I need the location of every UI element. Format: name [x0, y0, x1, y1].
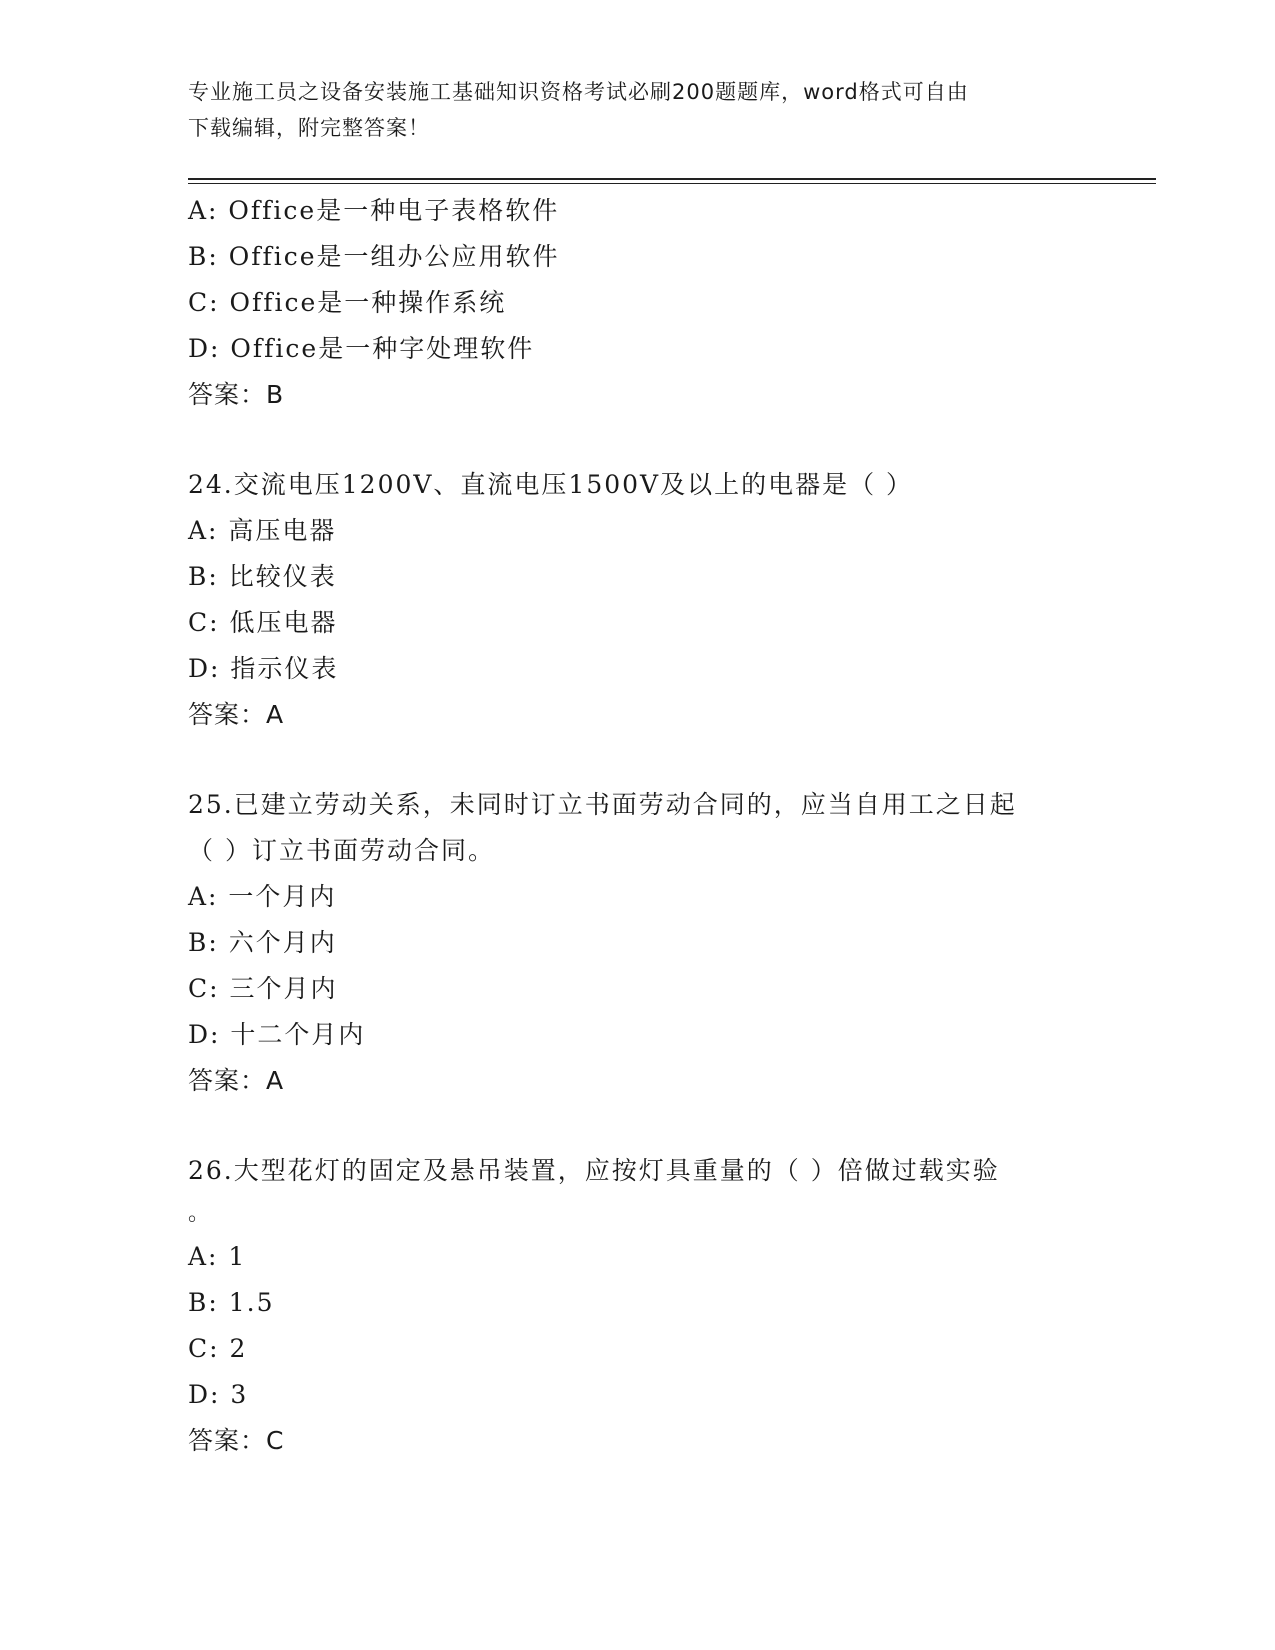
option-a: A: 高压电器 [188, 516, 337, 545]
question-list [188, 188, 1088, 1464]
option-c: C: 2 [188, 1334, 248, 1363]
question-25 [188, 782, 1088, 1104]
spacer [188, 418, 1088, 462]
question-24 [188, 462, 1088, 738]
option-b: B: 比较仪表 [188, 562, 337, 591]
option-a: A: Office是一种电子表格软件 [188, 196, 560, 225]
question-23 [188, 188, 1088, 418]
option-d: D: 指示仪表 [188, 654, 339, 683]
header-title-line-1: 专业施工员之设备安装施工基础知识资格考试必刷200题题库，word格式可自由 [188, 80, 969, 104]
question-26 [188, 1148, 1088, 1464]
option-a: A: 一个月内 [188, 882, 337, 911]
answer-line: 答案：C [188, 1426, 285, 1455]
question-stem-line-1: 25.已建立劳动关系，未同时订立书面劳动合同的，应当自用工之日起 [188, 790, 1017, 819]
document-header [188, 74, 1088, 146]
question-stem-line-1: 26.大型花灯的固定及悬吊装置，应按灯具重量的（ ）倍做过载实验 [188, 1156, 1000, 1185]
answer-line: 答案：B [188, 380, 285, 409]
option-b: B: 1.5 [188, 1288, 275, 1317]
option-d: D: Office是一种字处理软件 [188, 334, 535, 363]
header-divider-thin [188, 183, 1156, 184]
option-d: D: 十二个月内 [188, 1020, 366, 1049]
option-c: C: 三个月内 [188, 974, 338, 1003]
spacer [188, 1104, 1088, 1148]
option-d: D: 3 [188, 1380, 249, 1409]
spacer [188, 738, 1088, 782]
header-title-line-2: 下载编辑，附完整答案！ [188, 116, 430, 140]
question-stem-line-2: （ ）订立书面劳动合同。 [188, 836, 495, 865]
question-stem: 24.交流电压1200V、直流电压1500V及以上的电器是（ ） [188, 470, 914, 499]
option-c: C: Office是一种操作系统 [188, 288, 507, 317]
option-b: B: Office是一组办公应用软件 [188, 242, 560, 271]
header-divider-thick [188, 178, 1156, 180]
option-a: A: 1 [188, 1242, 247, 1271]
answer-line: 答案：A [188, 700, 285, 729]
answer-line: 答案：A [188, 1066, 285, 1095]
option-b: B: 六个月内 [188, 928, 337, 957]
option-c: C: 低压电器 [188, 608, 338, 637]
question-stem-line-2: 。 [188, 1201, 213, 1226]
